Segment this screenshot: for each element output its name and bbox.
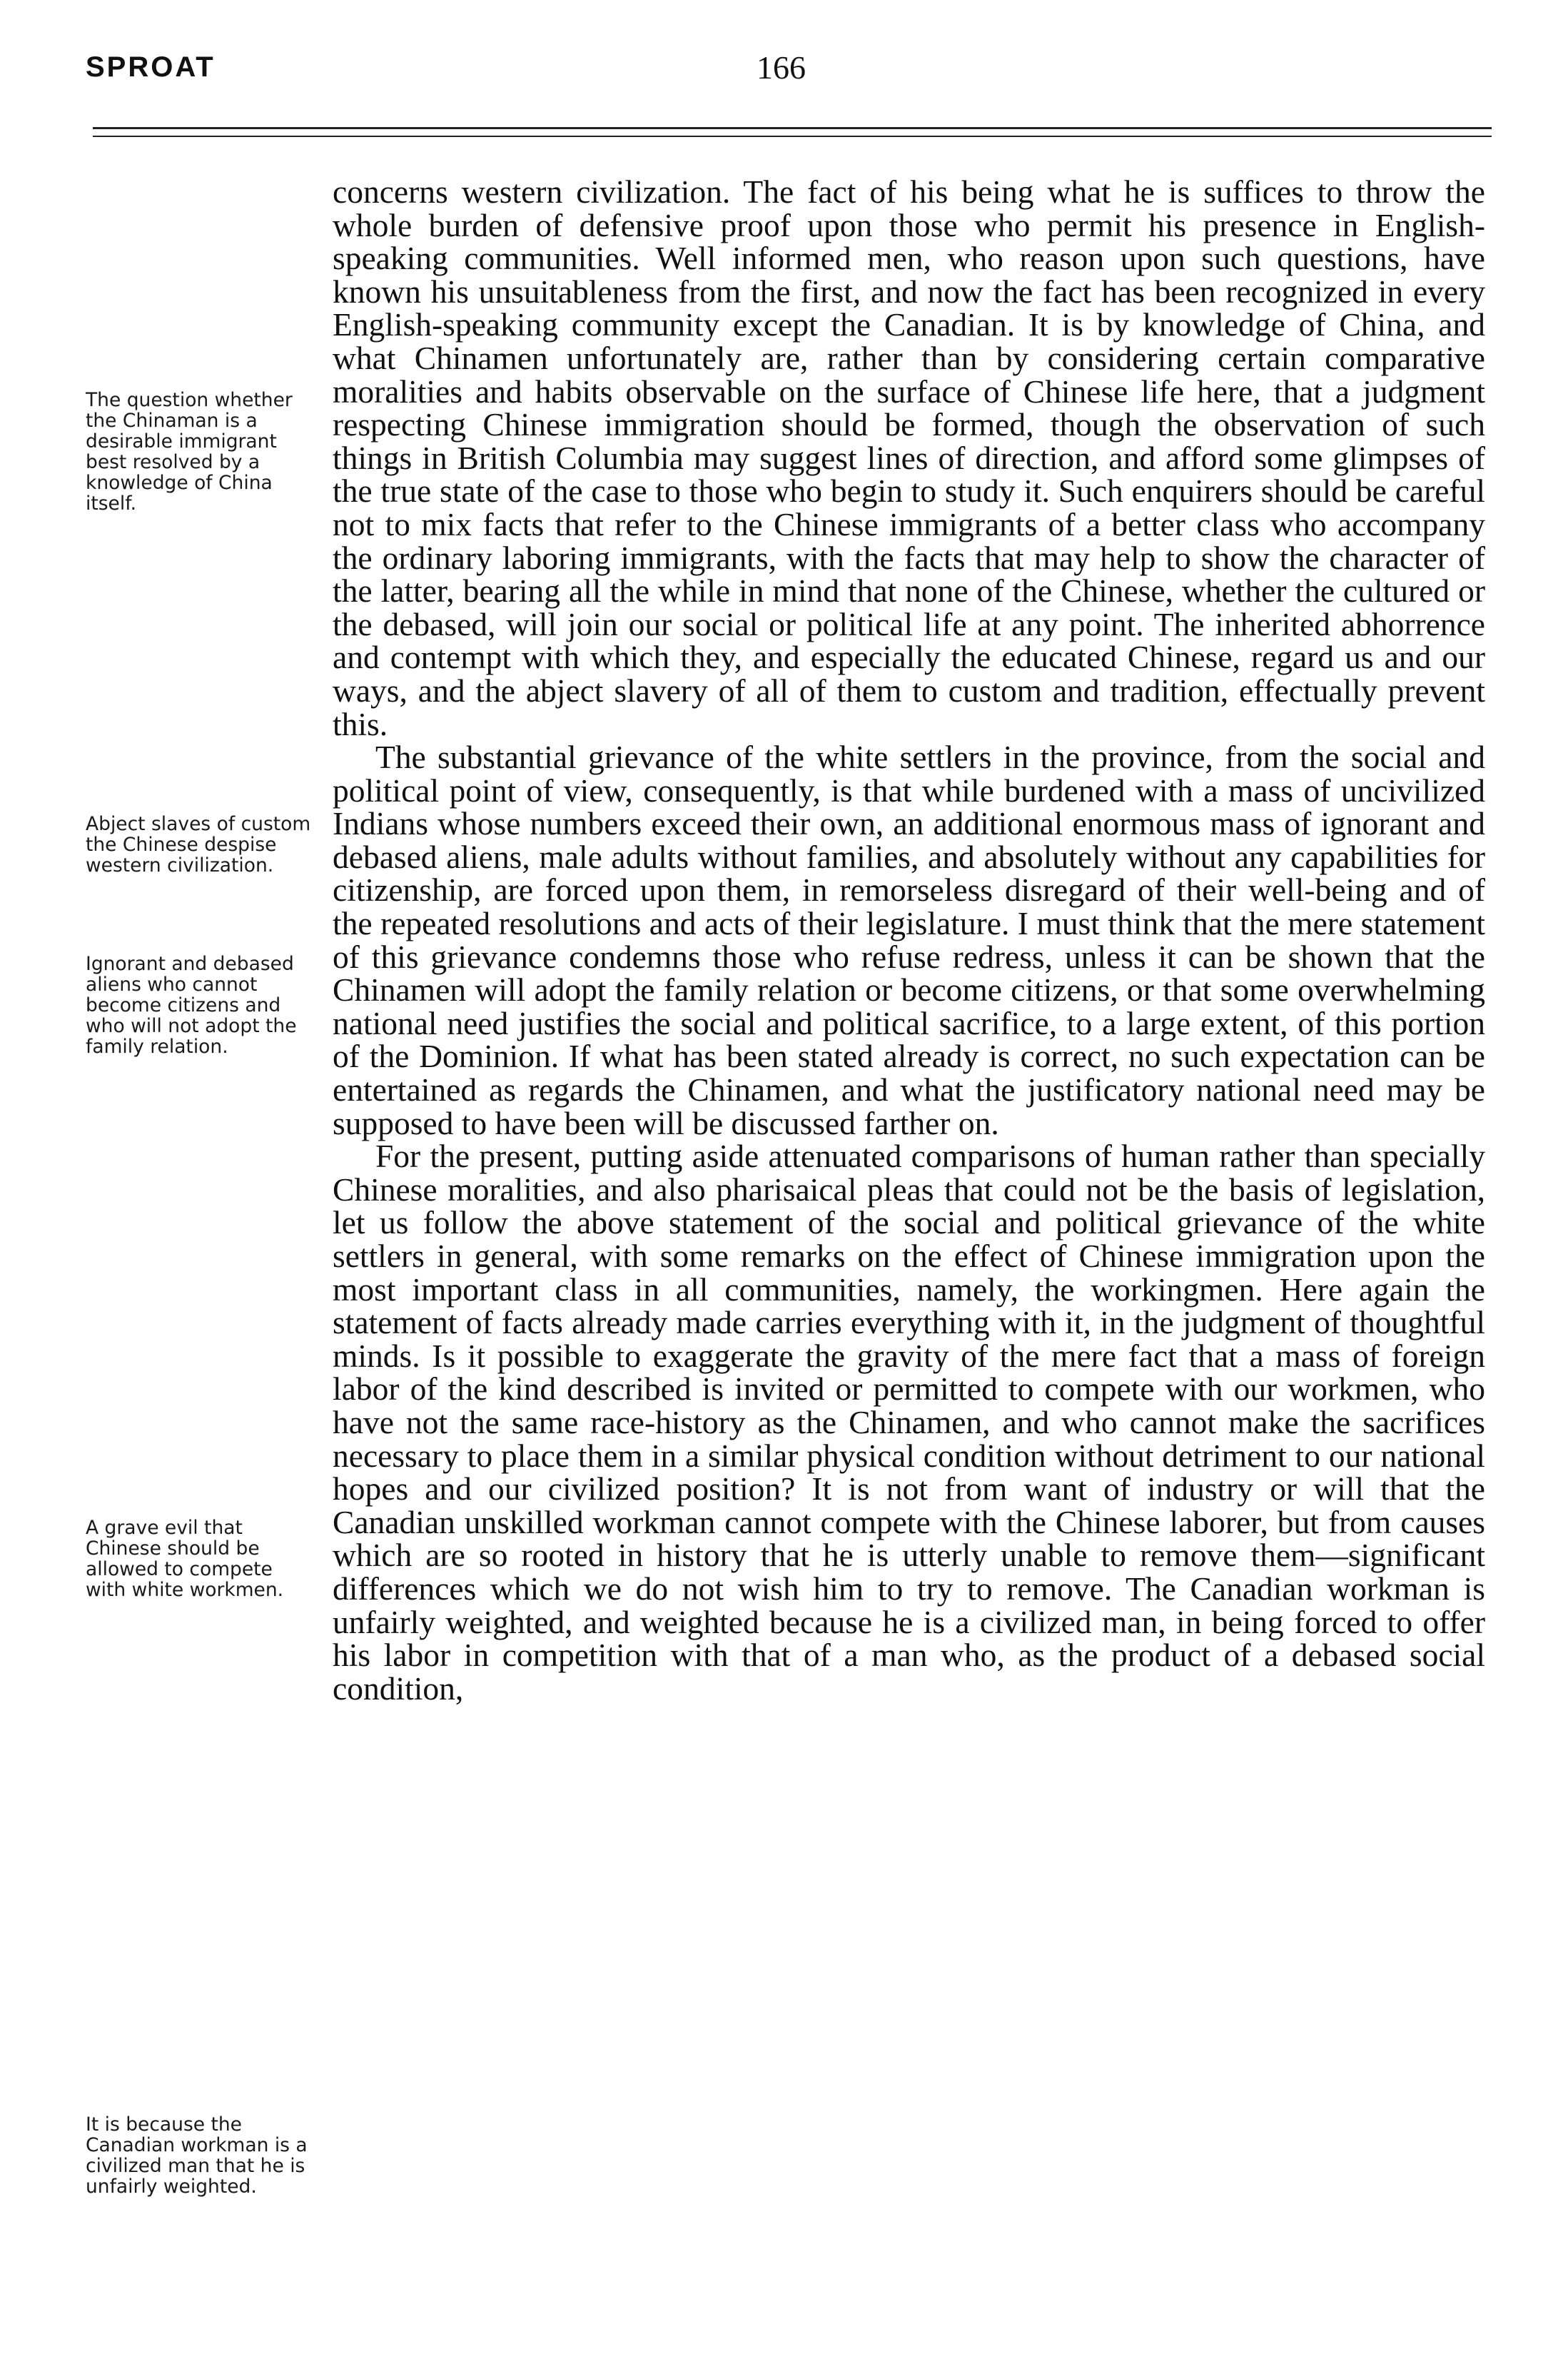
paragraph: The substantial grievance of the white settlers in the province, from the social and political point of view, consequently, is that while burdened with a mass of uncivilized Indians whose numbers exceed their own, an additional enormous mass of ignorant and debased aliens, male adults without families, and absolutely without any capabilities for citizenship, are forced upon them, in remorseless disregard of their well-being and of the repeated resolutions and acts of their legislature. I must think that the mere statement of this grievance condemns those who refuse redress, unless it can be shown that the Chinamen will adopt the family relation or become citizens, or that some overwhelming national need justifies the social and political sacrifice, to a large extent, of this portion of the Dominion. If what has been stated already is correct, no such expectation can be entertained as regards the Chinamen, and what the justificatory national need may be supposed to have been will be discussed farther on. (333, 739, 1485, 1141)
paragraph: For the present, putting aside attenuated comparisons of human rather than specially Chinese moralities, and also pharisaical pleas that could not be the basis of legislation, let us follow the above statement of the social and political grievance of the white settlers in general, with some remarks on the effect of Chinese immigration upon the most important class in all communities, namely, the workingmen. Here again the statement of facts already made carries everything with it, in the judgment of thoughtful minds. Is it possible to exaggerate the gravity of the mere fact that a mass of foreign labor of the kind described is invited or permitted to compete with our workmen, who have not the same race-history as the Chinamen, and who cannot make the sacrifices necessary to place them in a similar physical condition without detriment to our national hopes and our civilized position? It is not from want of industry or will that the Canadian unskilled workman cannot compete with the Chinese laborer, but from causes which are so rooted in history that he is utterly unable to remove them—significant differences which we do not wish him to try to remove. The Canadian workman is unfairly weighted, and weighted because he is a civilized man, in being forced to offer his labor in competition with that of a man who, as the product of a debased social condition, (333, 1138, 1485, 1707)
running-title: SPROAT (86, 51, 216, 83)
margin-note: The question whether the Chinaman is a desirable immigrant best resolved by a knowledge of China itself. (86, 389, 293, 515)
margin-note: A grave evil that Chinese should be allowed to compete with white workmen. (86, 1517, 284, 1601)
page-number: 166 (757, 49, 806, 86)
margin-note: It is because the Canadian workman is a civilized man that he is unfairly weighted. (86, 2113, 308, 2198)
paragraph: concerns western civilization. The fact of his being what he is suffices to throw the whole burden of defensive proof upon those who permit his presence in English-speaking communities. Well informed men, who reason upon such questions, have known his unsuitableness from the first, and now the fact has been recognized in every English-speaking community except the Canadian. It is by knowledge of China, and what Chinamen unfortunately are, rather than by considering certain comparative moralities and habits observable on the surface of Chinese life here, that a judgment respecting Chinese immigration should be formed, though the observation of such things in British Columbia may suggest lines of direction, and afford some glimpses of the true state of the case to those who begin to study it. Such enquirers should be careful not to mix facts that refer to the Chinese immigrants of a better class who accompany the ordinary laboring immigrants, with the facts that may help to show the character of the latter, bearing all the while in mind that none of the Chinese, whether the cultured or the debased, will join our social or political life at any point. The inherited abhorrence and contempt with which they, and especially the educated Chinese, regard us and our ways, and the abject slavery of all of them to custom and tradition, effectually prevent this. (333, 173, 1485, 742)
header-rule-bottom (93, 136, 1492, 137)
margin-note: Abject slaves of custom the Chinese despise western civilization. (86, 813, 311, 877)
margin-note: Ignorant and debased aliens who cannot become citizens and who will not adopt the family relation. (86, 953, 297, 1058)
header-rule-top (93, 127, 1492, 129)
running-head (86, 51, 1484, 101)
body-text (333, 173, 1485, 1707)
